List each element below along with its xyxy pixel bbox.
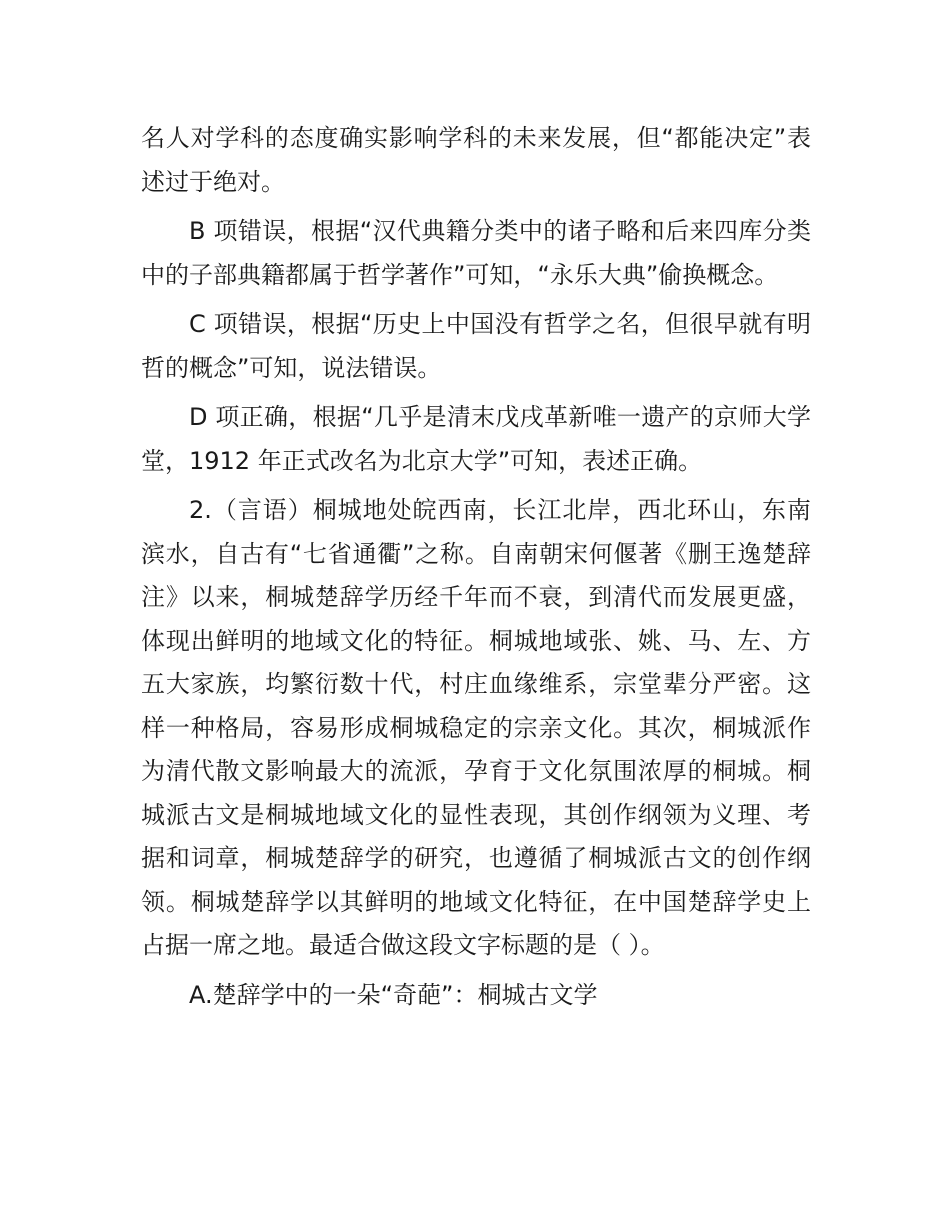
paragraph-option-c: C 项错误，根据“历史上中国没有哲学之名，但很早就有明哲的概念”可知，说法错误。 bbox=[141, 310, 811, 382]
paragraph-option-d: D 项正确，根据“几乎是清末戊戌革新唯一遗产的京师大学堂，1912 年正式改名为北京大学”可知，表述正确。 bbox=[141, 403, 811, 475]
document-body bbox=[141, 117, 811, 1023]
paragraph-question-2: 2.（言语）桐城地处皖西南，长江北岸，西北环山，东南滨水，自古有“七省通衢”之称。自南朝宋何偃著《删王逸楚辞注》以来，桐城楚辞学历经千年而不衰，到清代而发展更盛，体现出鲜明的地域文化的特征。桐城地域张、姚、马、左、方五大家族，均繁衍数十代，村庄血缘维系，宗堂辈分严密。这样一种格局，容易形成桐城稳定的宗亲文化。其次，桐城派作为清代散文影响最大的流派，孕育于文化氛围浓厚的桐城。桐城派古文是桐城地域文化的显性表现，其创作纲领为义理、考据和词章，桐城楚辞学的研究，也遵循了桐城派古文的创作纲领。桐城楚辞学以其鲜明的地域文化特征，在中国楚辞学史上占据一席之地。最适合做这段文字标题的是（ ）。 bbox=[141, 496, 811, 959]
paragraph-answer-a: A.楚辞学中的一朵“奇葩”：桐城古文学 bbox=[189, 980, 598, 1009]
paragraph-option-b: B 项错误，根据“汉代典籍分类中的诸子略和后来四库分类中的子部典籍都属于哲学著作”可知，“永乐大典”偷换概念。 bbox=[141, 217, 811, 289]
paragraph-continuation: 名人对学科的态度确实影响学科的未来发展，但“都能决定”表述过于绝对。 bbox=[141, 124, 811, 196]
